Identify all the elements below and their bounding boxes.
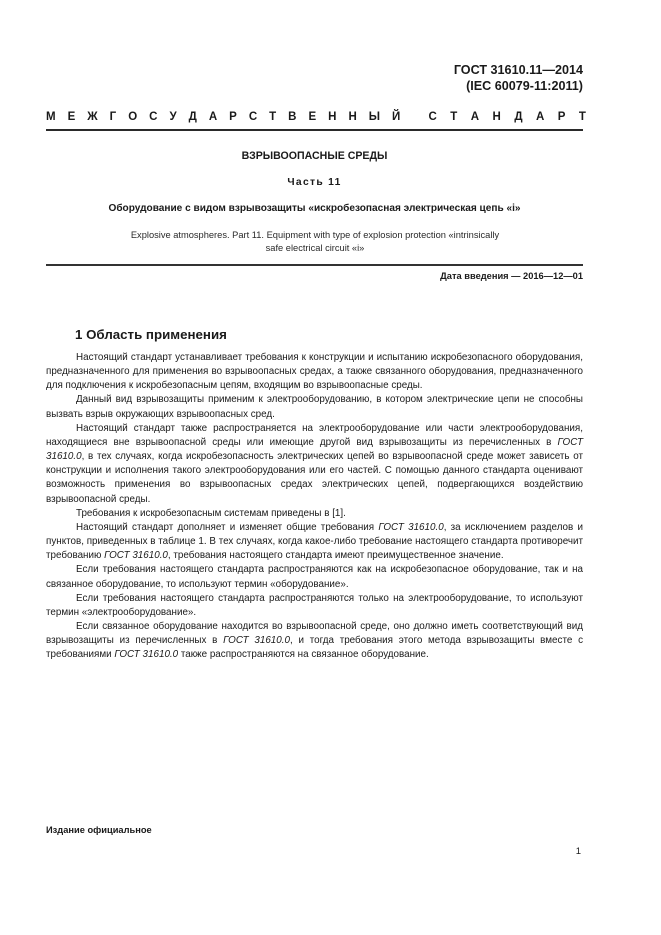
category-word-interstate: М Е Ж Г О С У Д А Р С Т В Е Н Н Ы Й — [46, 111, 401, 123]
english-title — [100, 229, 530, 255]
paragraph: Если связанное оборудование находится во взрывоопасной среде, оно должно иметь соответствующий вид взрывозащиты из перечисленных в ГОСТ 31610.0, и тогда требования этого метода взрывозащиты вместе с требованиями ГОСТ 31610.0 также распространяются на связанное оборудование. — [46, 620, 583, 661]
english-title-line2: safe electrical circuit «i» — [265, 243, 365, 253]
header-rule — [46, 129, 583, 131]
standard-reference: ГОСТ 31610.0 — [223, 635, 290, 647]
standard-reference: ГОСТ 31610.0 — [114, 649, 179, 661]
title-rule — [46, 264, 583, 266]
standard-reference: ГОСТ 31610.0 — [104, 550, 168, 562]
standard-category — [46, 111, 586, 123]
standard-code-block — [454, 62, 583, 94]
section-body — [46, 351, 583, 662]
paragraph: Требования к искробезопасным системам приведены в [1]. — [76, 507, 346, 519]
standard-reference: ГОСТ 31610.0 — [46, 436, 583, 463]
category-word-standard: С Т А Н Д А Р Т — [428, 111, 586, 123]
paragraph: Если требования настоящего стандарта распространяются как на искробезопасное оборудование, так и на связанное оборудование, то используют термин «оборудование». — [46, 564, 583, 590]
paragraph: Если требования настоящего стандарта распространяются только на электрооборудование, то используют термин «электрооборудование». — [46, 592, 583, 618]
document-title: ВЗРЫВООПАСНЫЕ СРЕДЫ — [241, 150, 388, 162]
part-label: Часть 11 — [287, 177, 342, 188]
edition-label: Издание официальное — [46, 825, 152, 835]
introduction-date: Дата введения — 2016—12—01 — [440, 271, 583, 281]
english-title-line1: Explosive atmospheres. Part 11. Equipment with type of explosion protection «intrinsically — [130, 230, 500, 240]
page-number: 1 — [575, 846, 581, 857]
standard-code: ГОСТ 31610.11—2014 — [453, 63, 583, 77]
section-heading: 1 Область применения — [75, 327, 227, 342]
paragraph: Настоящий стандарт устанавливает требования к конструкции и испытанию искробезопасного оборудования, предназначенного для применения во взрывоопасных средах, а также связанного оборудования, предназначенного для подключения к искробезопасным цепям, входящим во взрывоопасные среды. — [46, 352, 583, 392]
paragraph: Данный вид взрывозащиты применим к электрооборудованию, в котором электрические цепи не способны вызвать взрыв окружающих взрывоопасных сред. — [46, 394, 583, 420]
paragraph: Настоящий стандарт также распространяется на электрооборудование или части электрооборудования, находящиеся вне взрывоопасной среды или имеющие другой вид взрывозащиты из перечисленных в ГОСТ 31610.0, в тех случаях, когда искробезопасность электрических цепей во взрывоопасной среде может зависеть от конструкции и исполнения такого электрооборудования или его частей. С помощью данного стандарта оценивают возможность применения во взрывоопасных средах электрических цепей, подвергающихся воздействию взрывоопасной среды. — [46, 422, 583, 505]
standard-reference: ГОСТ 31610.0 — [378, 521, 444, 533]
document-subtitle: Оборудование с видом взрывозащиты «искробезопасная электрическая цепь «i» — [108, 203, 521, 214]
iec-code: (IEC 60079-11:2011) — [466, 79, 583, 93]
paragraph: Настоящий стандарт дополняет и изменяет общие требования ГОСТ 31610.0, за исключением разделов и пунктов, приведенных в таблице 1. В тех случаях, когда какое-либо требование настоящего стандарта противоречит требованию ГОСТ 31610.0, требования настоящего стандарта имеют преимущественное значение. — [46, 521, 583, 562]
